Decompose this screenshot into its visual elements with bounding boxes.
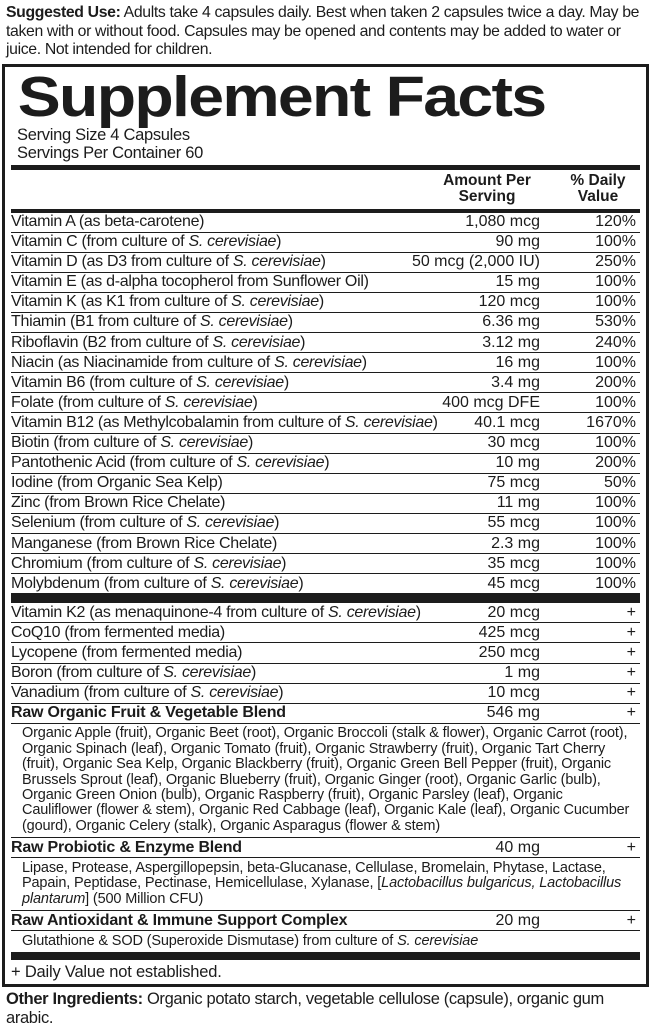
nutrient-name: Vitamin K2 (as menaquinone-4 from culture of S. cerevisiae) (11, 603, 421, 621)
nutrient-name: Vanadium (from culture of S. cerevisiae) (11, 684, 284, 702)
nutrient-row (11, 642, 640, 662)
nutrient-amount: 250 mcg (478, 643, 540, 661)
nutrient-name: Biotin (from culture of S. cerevisiae) (11, 434, 254, 452)
nutrient-amount: 55 mcg (487, 514, 540, 532)
column-header-daily-value (540, 173, 640, 206)
other-ingredients (0, 987, 651, 1028)
nutrient-amount: 1 mg (504, 664, 540, 682)
nutrient-daily-value: 200% (595, 454, 636, 472)
nutrient-daily-value: 100% (595, 534, 636, 552)
nutrient-amount: 120 mcg (478, 293, 540, 311)
nutrient-row (11, 392, 640, 412)
column-headers (11, 170, 640, 209)
nutrient-amount: 6.36 mg (482, 313, 540, 331)
nutrient-row (11, 683, 640, 703)
nutrient-daily-value: 100% (595, 393, 636, 411)
suggested-use-label: Suggested Use: (6, 4, 121, 21)
nutrient-row (11, 837, 640, 857)
nutrient-daily-value: + (626, 623, 636, 641)
supplement-facts-panel (2, 64, 649, 988)
nutrient-daily-value: 200% (595, 373, 636, 391)
nutrient-daily-value: 100% (595, 434, 636, 452)
nutrient-row (11, 213, 640, 232)
nutrient-row (11, 292, 640, 312)
nutrient-name: Vitamin B6 (from culture of S. cerevisiae) (11, 373, 289, 391)
nutrient-daily-value: + (626, 704, 636, 722)
nutrient-amount: 40.1 mcg (474, 413, 540, 431)
nutrient-row (11, 232, 640, 252)
nutrient-daily-value: + (626, 603, 636, 621)
nutrient-name: CoQ10 (from fermented media) (11, 623, 225, 641)
column-daily-value-label: % Daily Value (570, 171, 626, 205)
nutrient-amount: 50 mcg (2,000 IU) (411, 253, 540, 271)
nutrient-name: Manganese (from Brown Rice Chelate) (11, 534, 278, 552)
nutrient-daily-value: 100% (595, 273, 636, 291)
nutrient-name: Iodine (from Organic Sea Kelp) (11, 474, 223, 492)
nutrient-amount: 90 mg (495, 233, 540, 251)
nutrient-daily-value: + (626, 643, 636, 661)
suggested-use (0, 0, 651, 64)
nutrient-name: Molybdenum (from culture of S. cerevisiae) (11, 574, 304, 592)
nutrient-row (11, 663, 640, 683)
nutrient-name: Riboflavin (B2 from culture of S. cerevisiae) (11, 333, 306, 351)
nutrient-name: Pantothenic Acid (from culture of S. cerevisiae) (11, 454, 330, 472)
nutrient-daily-value: 100% (595, 494, 636, 512)
nutrient-amount: 2.3 mg (491, 534, 540, 552)
section-divider (11, 593, 640, 603)
suggested-use-text: Adults take 4 capsules daily. Best when taken 2 capsules twice a day. May be taken with or without food. Capsules may be opened and contents may be added to water or juice. Not intended for children. (6, 4, 640, 58)
nutrient-amount: 20 mcg (487, 603, 540, 621)
nutrient-amount: 30 mcg (487, 434, 540, 452)
ingredient-detail: Glutathione & SOD (Superoxide Dismutase) from culture of S. cerevisiae (11, 930, 640, 952)
nutrient-daily-value: 100% (595, 233, 636, 251)
nutrient-daily-value: 120% (595, 213, 636, 230)
nutrient-amount: 35 mcg (487, 554, 540, 572)
nutrient-name: Raw Organic Fruit & Vegetable Blend (11, 704, 286, 722)
nutrient-daily-value: 100% (595, 353, 636, 371)
nutrient-daily-value: + (626, 838, 636, 856)
nutrient-daily-value: 100% (595, 574, 636, 592)
nutrient-row (11, 372, 640, 392)
nutrient-row (11, 703, 640, 723)
nutrient-row (11, 473, 640, 493)
nutrient-amount: 16 mg (495, 353, 540, 371)
nutrient-name: Folate (from culture of S. cerevisiae) (11, 393, 258, 411)
nutrient-row (11, 533, 640, 553)
nutrient-amount: 11 mg (496, 494, 540, 512)
nutrient-row (11, 352, 640, 372)
daily-value-footnote: + Daily Value not established. (11, 962, 222, 981)
nutrient-amount: 15 mg (495, 273, 540, 291)
nutrient-amount: 45 mcg (487, 574, 540, 592)
section-divider (11, 952, 640, 960)
nutrient-rows (11, 213, 640, 961)
ingredient-detail: Organic Apple (fruit), Organic Beet (root), Organic Broccoli (stalk & flower), Organic Carrot (root), Organic Spinach (leaf), Organic Tomato (fruit), Organic Strawberry (fruit), Organic Tart Cherry (fruit), Organic Sea Kelp, Organic Blackberry (fruit), Organic Green Bell Pepper (fruit), Organic Brussels Sprout (leaf), Organic Blueberry (fruit), Organic Ginger (root), Organic Garlic (bulb), Organic Green Onion (bulb), Organic Raspberry (fruit), Organic Parsley (leaf), Organic Cauliflower (flower & stem), Organic Red Cabbage (leaf), Organic Kale (leaf), Organic Cucumber (gourd), Organic Celery (stalk), Organic Asparagus (flower & stem) (11, 723, 640, 837)
nutrient-name: Vitamin D (as D3 from culture of S. cerevisiae) (11, 253, 326, 271)
nutrient-name: Thiamin (B1 from culture of S. cerevisiae) (11, 313, 293, 331)
nutrient-daily-value: + (626, 684, 636, 702)
nutrient-name: Vitamin B12 (as Methylcobalamin from culture of S. cerevisiae) (11, 413, 438, 431)
nutrient-name: Selenium (from culture of S. cerevisiae) (11, 514, 280, 532)
nutrient-row (11, 622, 640, 642)
nutrient-row (11, 312, 640, 332)
nutrient-amount: 10 mcg (487, 684, 540, 702)
nutrient-amount: 425 mcg (478, 623, 540, 641)
other-ingredients-text: Organic potato starch, vegetable cellulose (capsule), organic gum arabic. (6, 990, 604, 1027)
nutrient-row (11, 573, 640, 593)
column-header-spacer (11, 173, 395, 206)
nutrient-row (11, 513, 640, 533)
nutrient-name: Vitamin E (as d-alpha tocopherol from Sunflower Oil) (11, 273, 369, 291)
serving-size: Serving Size 4 Capsules (17, 125, 190, 144)
nutrient-name: Vitamin K (as K1 from culture of S. cerevisiae) (11, 293, 324, 311)
nutrient-row (11, 272, 640, 292)
nutrient-daily-value: 1670% (586, 413, 636, 431)
nutrient-amount: 546 mg (486, 704, 540, 722)
nutrient-amount: 1,080 mcg (465, 213, 540, 230)
nutrient-daily-value: 50% (603, 474, 636, 492)
nutrient-row (11, 453, 640, 473)
nutrient-name: Raw Antioxidant & Immune Support Complex (11, 911, 348, 929)
nutrient-amount: 10 mg (495, 454, 540, 472)
nutrient-row (11, 252, 640, 272)
servings-per-container: Servings Per Container 60 (17, 144, 204, 162)
nutrient-daily-value: 100% (595, 514, 636, 532)
nutrient-row (11, 603, 640, 622)
column-header-amount (395, 173, 540, 206)
nutrient-row (11, 412, 640, 432)
nutrient-name: Vitamin C (from culture of S. cerevisiae) (11, 233, 282, 251)
nutrient-row (11, 332, 640, 352)
nutrient-daily-value: + (626, 664, 636, 682)
nutrient-name: Lycopene (from fermented media) (11, 643, 243, 661)
nutrient-daily-value: 100% (595, 293, 636, 311)
nutrient-name: Boron (from culture of S. cerevisiae) (11, 664, 257, 682)
nutrient-daily-value: 250% (595, 253, 636, 271)
nutrient-name: Zinc (from Brown Rice Chelate) (11, 494, 226, 512)
nutrient-name: Vitamin A (as beta-carotene) (11, 213, 205, 230)
nutrient-amount: 400 mcg DFE (442, 393, 540, 411)
nutrient-row (11, 433, 640, 453)
ingredient-detail: Lipase, Protease, Aspergillopepsin, beta-Glucanase, Cellulase, Bromelain, Phytase, Lactase, Papain, Peptidase, Pectinase, Hemicellulase, Xylanase, [Lactobacillus bulgaricus, Lactobacillus plantarum] (500 Million CFU) (11, 857, 640, 910)
nutrient-row (11, 553, 640, 573)
nutrient-name: Chromium (from culture of S. cerevisiae) (11, 554, 287, 572)
nutrient-amount: 3.12 mg (482, 333, 540, 351)
nutrient-name: Raw Probiotic & Enzyme Blend (11, 838, 242, 856)
panel-title: Supplement Facts (17, 64, 546, 129)
nutrient-daily-value: 530% (595, 313, 636, 331)
nutrient-daily-value: + (626, 911, 636, 929)
nutrient-amount: 3.4 mg (491, 373, 540, 391)
nutrient-daily-value: 100% (595, 554, 636, 572)
nutrient-row (11, 493, 640, 513)
column-amount-label: Amount Per Serving (443, 171, 531, 205)
nutrient-daily-value: 240% (595, 333, 636, 351)
nutrient-amount: 40 mg (495, 838, 540, 856)
nutrient-name: Niacin (as Niacinamide from culture of S. cerevisiae) (11, 353, 367, 371)
other-ingredients-label: Other Ingredients: (6, 990, 143, 1008)
nutrient-amount: 75 mcg (487, 474, 540, 492)
nutrient-row (11, 910, 640, 930)
nutrient-amount: 20 mg (495, 911, 540, 929)
